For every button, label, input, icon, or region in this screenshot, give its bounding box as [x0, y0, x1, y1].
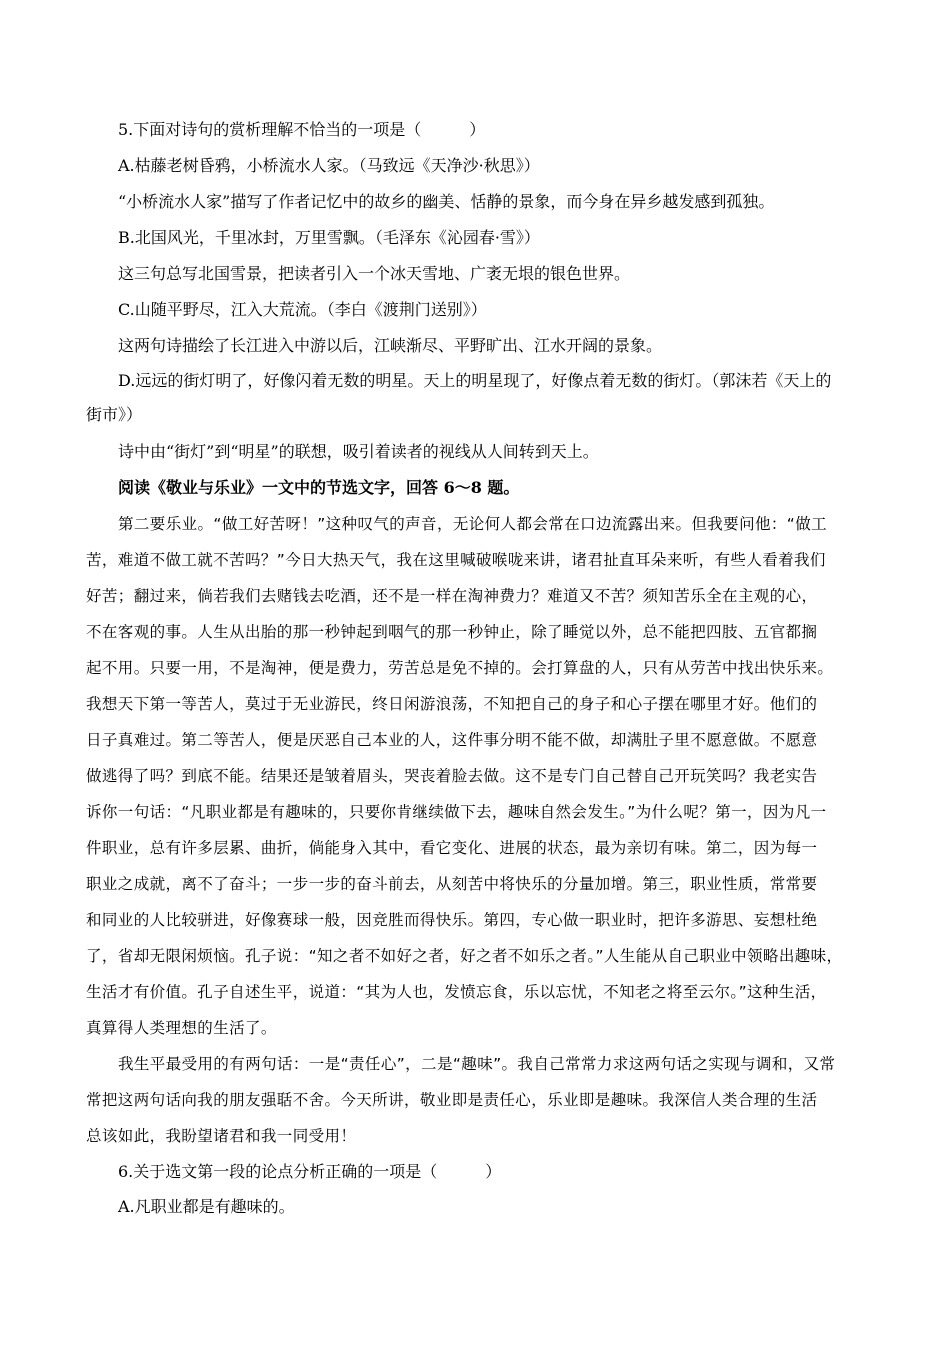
reading-instruction: 阅读《敬业与乐业》一文中的节选文字，回答 6～8 题。: [118, 478, 520, 497]
passage-line: 好苦；翻过来，倘若我们去赌钱去吃酒，还不是一样在淘神费力？难道又不苦？须知苦乐全在主观的心，: [86, 587, 818, 605]
passage-line: 诉你一句话：“凡职业都是有趣味的，只要你肯继续做下去，趣味自然会发生。”为什么呢？第一，因为凡一: [86, 803, 827, 821]
passage-line: 和同业的人比较骈进，好像赛球一般，因竞胜而得快乐。第四，专心做一职业时，把许多游思、妄想杜绝: [86, 911, 818, 929]
q5-option-d-line2: 街市》）: [86, 405, 143, 424]
q5-option-d-line1: D.远远的街灯明了，好像闪着无数的明星。天上的明星现了，好像点着无数的街灯。（郭沫若《天上的: [118, 371, 832, 390]
passage-line: 苦，难道不做工就不苦吗？”今日大热天气，我在这里喊破喉咙来讲，诸君扯直耳朵来听，有些人看着我们: [86, 551, 826, 569]
passage-line: 我想天下第一等苦人，莫过于无业游民，终日闲游浪荡，不知把自己的身子和心子摆在哪里才好。他们的: [86, 695, 818, 713]
passage-line: 我生平最受用的有两句话：一是“责任心”，二是“趣味”。我自己常常力求这两句话之实现与调和，又常: [118, 1055, 836, 1073]
passage-line: 职业之成就，离不了奋斗；一步一步的奋斗前去，从刻苦中将快乐的分量加增。第三，职业性质，常常要: [86, 875, 818, 893]
passage-line: 常把这两句话向我的朋友强聒不舍。今天所讲，敬业即是责任心，乐业即是趣味。我深信人类合理的生活: [86, 1091, 818, 1109]
passage-line: 生活才有价值。孔子自述生平，说道：“其为人也，发愤忘食，乐以忘忧，不知老之将至云尔。”这种生活，: [86, 983, 827, 1001]
passage-line: 件职业，总有许多层累、曲折，倘能身入其中，看它变化、进展的状态，最为亲切有味。第二，因为每一: [86, 839, 818, 857]
passage-line: 总该如此，我盼望诸君和我一同受用！: [86, 1127, 357, 1145]
q6-option-a: A.凡职业都是有趣味的。: [118, 1197, 295, 1216]
passage-line: 日子真难过。第二等苦人，便是厌恶自己本业的人，这件事分明不能不做，却满肚子里不愿意做。不愿意: [86, 731, 818, 749]
passage-line: 第二要乐业。“做工好苦呀！”这种叹气的声音，无论何人都会常在口边流露出来。但我要问他：“做工: [118, 515, 827, 533]
passage-line: 起不用。只要一用，不是淘神，便是费力，劳苦总是免不掉的。会打算盘的人，只有从劳苦中找出快乐来。: [86, 659, 834, 677]
q5-question: 5.下面对诗句的赏析理解不恰当的一项是（ ）: [118, 120, 486, 139]
q6-question: 6.关于选文第一段的论点分析正确的一项是（ ）: [118, 1162, 502, 1181]
q5-option-c: C.山随平野尽，江入大荒流。（李白《渡荆门送别》）: [118, 300, 487, 319]
q5-option-b-note: 这三句总写北国雪景，把读者引入一个冰天雪地、广袤无垠的银色世界。: [118, 264, 631, 283]
passage-line: 不在客观的事。人生从出胎的那一秒钟起到咽气的那一秒钟止，除了睡觉以外，总不能把四肢、五官都搁: [86, 623, 818, 641]
q5-option-b: B.北国风光，千里冰封，万里雪飘。（毛泽东《沁园春·雪》）: [118, 228, 540, 247]
q5-option-a: A.枯藤老树昏鸦，小桥流水人家。（马致远《天净沙·秋思》）: [118, 156, 540, 175]
passage-line: 真算得人类理想的生活了。: [86, 1019, 277, 1037]
q5-option-c-note: 这两句诗描绘了长江进入中游以后，江峡渐尽、平野旷出、江水开阔的景象。: [118, 336, 663, 355]
passage-line: 做逃得了吗？到底不能。结果还是皱着眉头，哭丧着脸去做。这不是专门自己替自己开玩笑吗？我老实告: [86, 767, 818, 785]
passage-line: 了，省却无限闲烦恼。孔子说：“知之者不如好之者，好之者不如乐之者。”人生能从自己职业中领略出趣味，: [86, 947, 843, 965]
q5-option-d-note: 诗中由“街灯”到“明星”的联想，吸引着读者的视线从人间转到天上。: [118, 442, 599, 461]
q5-option-a-note: “小桥流水人家”描写了作者记忆中的故乡的幽美、恬静的景象，而今身在异乡越发感到孤独。: [118, 192, 775, 211]
